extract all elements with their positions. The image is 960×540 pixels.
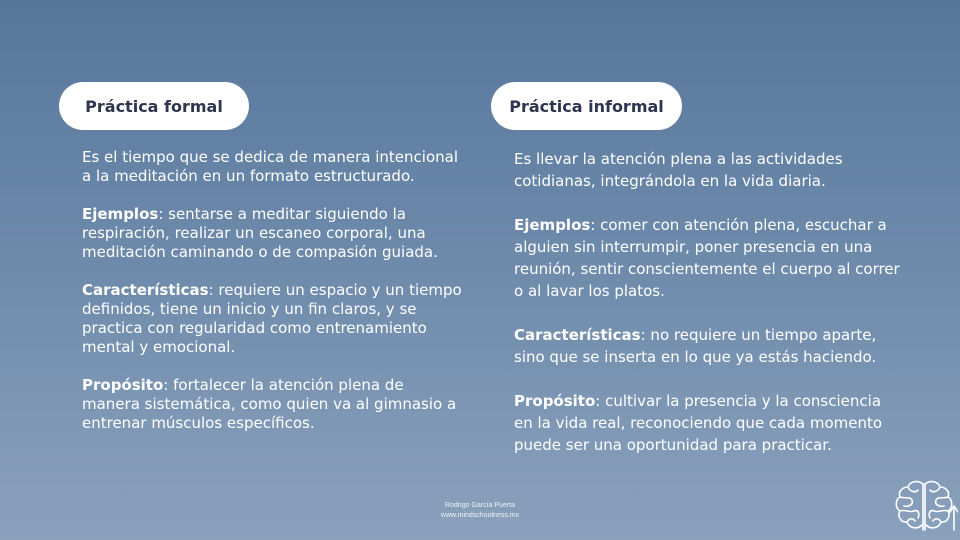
informal-features-label: Características	[514, 326, 641, 344]
informal-features	[514, 324, 904, 368]
informal-intro: Es llevar la atención plena a las actividades cotidianas, integrándola en la vida diaria.	[514, 150, 843, 190]
formal-practice-column	[82, 148, 462, 433]
formal-features-label: Características	[82, 281, 209, 299]
brain-arrow-logo-icon	[890, 478, 958, 536]
formal-purpose-text: : fortalecer la atención plena de manera sistemática, como quien va al gimnasio a entrenar músculos específicos.	[82, 376, 457, 432]
formal-examples-label: Ejemplos	[82, 205, 159, 223]
formal-intro: Es el tiempo que se dedica de manera intencional a la meditación en un formato estructurado.	[82, 148, 458, 185]
informal-purpose-text: : cultivar la presencia y la consciencia en la vida real, reconociendo que cada momento puede ser una oportunidad para practicar.	[514, 392, 883, 454]
heading-formal-practice	[59, 82, 249, 130]
formal-features-text: : requiere un espacio y un tiempo definidos, tiene un inicio y un fin claros, y se practica con regularidad como entrenamiento mental y emocional.	[82, 281, 462, 356]
informal-examples	[514, 214, 904, 302]
footer-credits	[400, 501, 560, 521]
formal-examples-text: : sentarse a meditar siguiendo la respiración, realizar un escaneo corporal, una meditación caminando o de compasión guiada.	[82, 205, 438, 261]
heading-informal-practice	[491, 82, 682, 130]
heading-informal-practice-label: Práctica informal	[509, 96, 664, 116]
informal-features-text: : no requiere un tiempo aparte, sino que se inserta en lo que ya estás haciendo.	[514, 326, 877, 366]
informal-examples-label: Ejemplos	[514, 216, 591, 234]
informal-examples-text: : comer con atención plena, escuchar a alguien sin interrumpir, poner presencia en una reunión, sentir conscientemente el cuerpo al correr o al lavar los platos.	[514, 216, 900, 300]
footer-author: Rodrigo García Puerta	[444, 502, 516, 509]
formal-examples	[82, 205, 462, 262]
formal-features	[82, 281, 462, 357]
informal-purpose-label: Propósito	[514, 392, 596, 410]
informal-purpose	[514, 390, 904, 456]
informal-practice-column	[514, 148, 904, 456]
formal-purpose-label: Propósito	[82, 376, 164, 394]
formal-purpose	[82, 376, 462, 433]
heading-formal-practice-label: Práctica formal	[85, 96, 223, 116]
footer-website: www.mindschoolness.mx	[440, 512, 520, 519]
